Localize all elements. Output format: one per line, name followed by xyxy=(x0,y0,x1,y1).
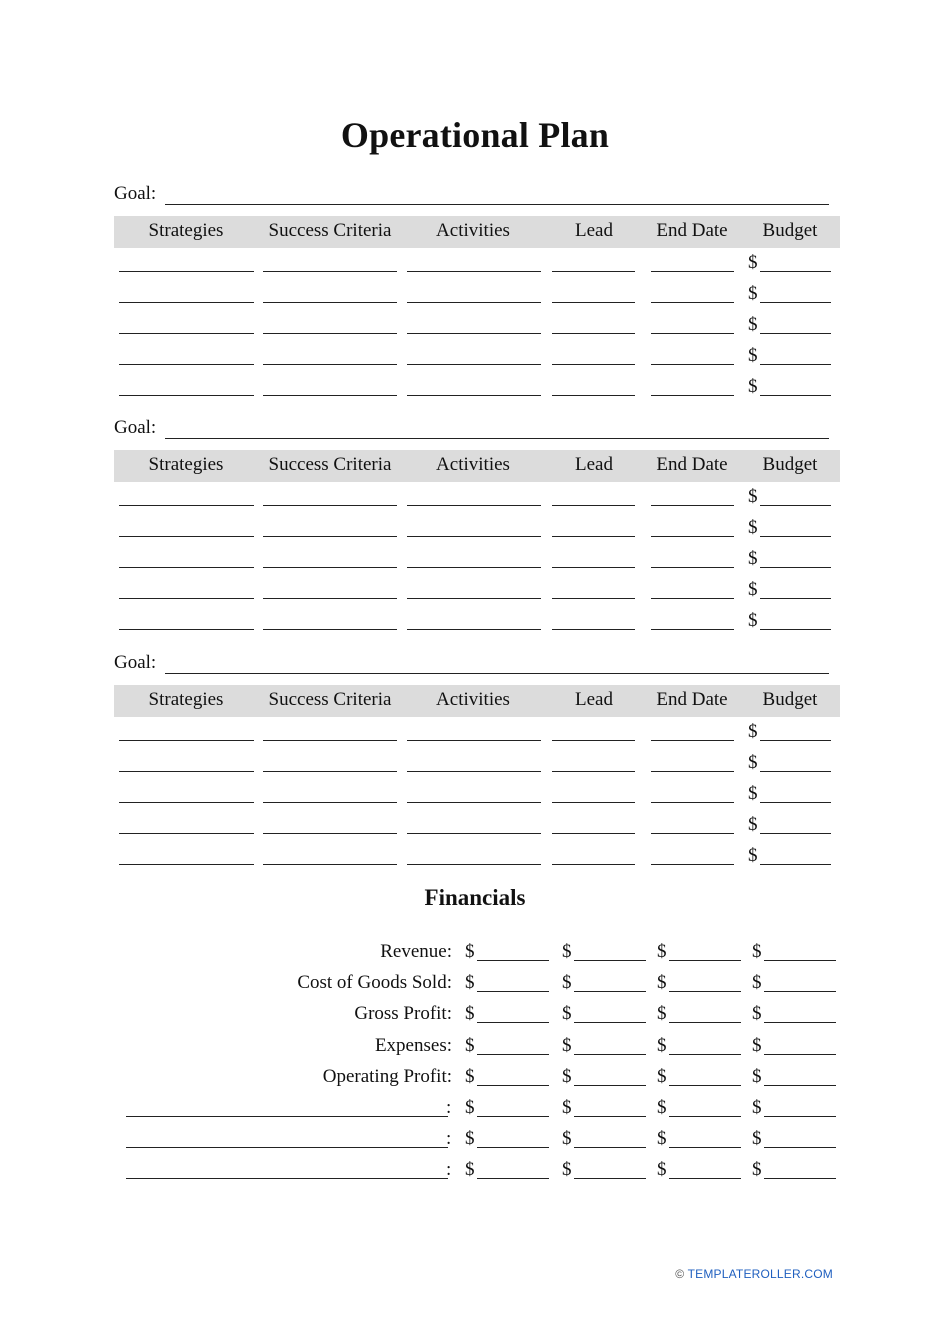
amount-currency: $ xyxy=(465,1128,475,1149)
fill-in-blank[interactable] xyxy=(119,864,254,865)
fill-in-blank[interactable] xyxy=(263,333,397,334)
amount-currency: $ xyxy=(657,1035,667,1056)
goal-label: Goal: xyxy=(114,652,157,673)
goal-field xyxy=(114,417,840,443)
table-row xyxy=(114,545,840,576)
financial-row xyxy=(0,1156,950,1187)
fill-in-blank[interactable] xyxy=(119,505,254,506)
amount-currency: $ xyxy=(562,1003,572,1024)
fill-in-blank[interactable] xyxy=(552,271,635,272)
fill-in-blank[interactable] xyxy=(552,864,635,865)
budget-currency: $ xyxy=(748,579,758,600)
amount-currency: $ xyxy=(657,941,667,962)
fill-in-blank[interactable] xyxy=(407,333,541,334)
amount-currency: $ xyxy=(752,1066,762,1087)
label-colon: : xyxy=(446,1159,452,1180)
amount-currency: $ xyxy=(657,972,667,993)
amount-currency: $ xyxy=(465,941,475,962)
budget-blank[interactable] xyxy=(760,864,831,865)
fill-in-blank[interactable] xyxy=(263,395,397,396)
budget-blank[interactable] xyxy=(760,302,831,303)
budget-currency: $ xyxy=(748,517,758,538)
fill-in-blank[interactable] xyxy=(263,802,397,803)
fill-in-blank[interactable] xyxy=(651,567,734,568)
amount-currency: $ xyxy=(562,1097,572,1118)
page-title: Operational Plan xyxy=(340,115,610,155)
custom-label-blank[interactable] xyxy=(126,1178,448,1179)
amount-blank[interactable] xyxy=(669,1178,741,1179)
table-header xyxy=(114,216,840,248)
column-header: Strategies xyxy=(148,689,224,710)
fill-in-blank[interactable] xyxy=(407,395,541,396)
budget-blank[interactable] xyxy=(760,833,831,834)
financial-row xyxy=(0,1032,950,1063)
table-row xyxy=(114,842,840,873)
budget-currency: $ xyxy=(748,314,758,335)
amount-blank[interactable] xyxy=(574,1147,646,1148)
budget-currency: $ xyxy=(748,721,758,742)
budget-currency: $ xyxy=(748,376,758,397)
amount-currency: $ xyxy=(657,1128,667,1149)
fill-in-blank[interactable] xyxy=(552,740,635,741)
amount-currency: $ xyxy=(465,1066,475,1087)
column-header: End Date xyxy=(656,689,728,710)
amount-currency: $ xyxy=(465,1159,475,1180)
fill-in-blank[interactable] xyxy=(263,833,397,834)
amount-currency: $ xyxy=(657,1097,667,1118)
fill-in-blank[interactable] xyxy=(651,302,734,303)
fill-in-blank[interactable] xyxy=(552,567,635,568)
amount-currency: $ xyxy=(752,972,762,993)
fill-in-blank[interactable] xyxy=(552,802,635,803)
fill-in-blank[interactable] xyxy=(651,833,734,834)
column-header: Activities xyxy=(436,220,510,241)
column-header: Strategies xyxy=(148,454,224,475)
fill-in-blank[interactable] xyxy=(407,771,541,772)
amount-blank[interactable] xyxy=(477,991,549,992)
column-header: Success Criteria xyxy=(268,454,392,475)
budget-currency: $ xyxy=(748,345,758,366)
financial-label: Operating Profit: xyxy=(322,1066,452,1087)
amount-blank[interactable] xyxy=(669,991,741,992)
table-row xyxy=(114,718,840,749)
fill-in-blank[interactable] xyxy=(119,395,254,396)
copyright-symbol: © xyxy=(675,1267,685,1281)
fill-in-blank[interactable] xyxy=(651,505,734,506)
column-header: Budget xyxy=(762,689,818,710)
amount-blank[interactable] xyxy=(669,960,741,961)
fill-in-blank[interactable] xyxy=(552,395,635,396)
fill-in-blank[interactable] xyxy=(119,629,254,630)
fill-in-blank[interactable] xyxy=(407,364,541,365)
amount-currency: $ xyxy=(752,1159,762,1180)
amount-blank[interactable] xyxy=(764,1054,836,1055)
amount-blank[interactable] xyxy=(477,1022,549,1023)
table-row xyxy=(114,749,840,780)
label-colon: : xyxy=(446,1097,452,1118)
column-header: Activities xyxy=(436,689,510,710)
fill-in-blank[interactable] xyxy=(119,771,254,772)
table-row xyxy=(114,514,840,545)
table-row xyxy=(114,811,840,842)
fill-in-blank[interactable] xyxy=(651,598,734,599)
goal-field xyxy=(114,183,840,209)
fill-in-blank[interactable] xyxy=(651,333,734,334)
fill-in-blank[interactable] xyxy=(119,740,254,741)
budget-blank[interactable] xyxy=(760,364,831,365)
budget-blank[interactable] xyxy=(760,740,831,741)
column-header: Activities xyxy=(436,454,510,475)
fill-in-blank[interactable] xyxy=(651,771,734,772)
financials-title: Financials xyxy=(424,885,526,910)
column-header: Success Criteria xyxy=(268,689,392,710)
amount-blank[interactable] xyxy=(574,991,646,992)
fill-in-blank[interactable] xyxy=(119,536,254,537)
fill-in-blank[interactable] xyxy=(407,271,541,272)
footer-credit xyxy=(675,1267,833,1281)
amount-currency: $ xyxy=(657,1159,667,1180)
goal-input-line[interactable] xyxy=(165,673,829,674)
fill-in-blank[interactable] xyxy=(119,302,254,303)
column-header: End Date xyxy=(656,454,728,475)
fill-in-blank[interactable] xyxy=(263,864,397,865)
budget-blank[interactable] xyxy=(760,629,831,630)
fill-in-blank[interactable] xyxy=(552,302,635,303)
amount-blank[interactable] xyxy=(477,1178,549,1179)
amount-blank[interactable] xyxy=(669,1022,741,1023)
fill-in-blank[interactable] xyxy=(407,802,541,803)
fill-in-blank[interactable] xyxy=(119,833,254,834)
fill-in-blank[interactable] xyxy=(263,629,397,630)
label-colon: : xyxy=(446,1128,452,1149)
table-row xyxy=(114,311,840,342)
fill-in-blank[interactable] xyxy=(552,364,635,365)
amount-currency: $ xyxy=(752,941,762,962)
goal-input-line[interactable] xyxy=(165,204,829,205)
table-row xyxy=(114,607,840,638)
budget-blank[interactable] xyxy=(760,271,831,272)
budget-currency: $ xyxy=(748,783,758,804)
budget-blank[interactable] xyxy=(760,333,831,334)
amount-blank[interactable] xyxy=(669,1116,741,1117)
amount-blank[interactable] xyxy=(764,1085,836,1086)
fill-in-blank[interactable] xyxy=(119,333,254,334)
table-row xyxy=(114,373,840,404)
fill-in-blank[interactable] xyxy=(651,629,734,630)
fill-in-blank[interactable] xyxy=(263,271,397,272)
amount-currency: $ xyxy=(465,972,475,993)
column-header: Budget xyxy=(762,454,818,475)
amount-currency: $ xyxy=(657,1066,667,1087)
amount-blank[interactable] xyxy=(764,1147,836,1148)
budget-currency: $ xyxy=(748,252,758,273)
fill-in-blank[interactable] xyxy=(407,740,541,741)
goal-label: Goal: xyxy=(114,183,157,204)
amount-currency: $ xyxy=(465,1003,475,1024)
footer-brand-link[interactable]: TEMPLATEROLLER.COM xyxy=(687,1267,833,1281)
custom-label-blank[interactable] xyxy=(126,1147,448,1148)
goal-label: Goal: xyxy=(114,417,157,438)
financial-row xyxy=(0,1125,950,1156)
column-header: Lead xyxy=(575,220,613,241)
fill-in-blank[interactable] xyxy=(407,567,541,568)
fill-in-blank[interactable] xyxy=(407,864,541,865)
custom-label-blank[interactable] xyxy=(126,1116,448,1117)
budget-currency: $ xyxy=(748,610,758,631)
financial-label: Cost of Goods Sold: xyxy=(297,972,452,993)
amount-blank[interactable] xyxy=(574,1085,646,1086)
fill-in-blank[interactable] xyxy=(552,598,635,599)
amount-blank[interactable] xyxy=(477,960,549,961)
fill-in-blank[interactable] xyxy=(552,771,635,772)
amount-currency: $ xyxy=(752,1097,762,1118)
fill-in-blank[interactable] xyxy=(407,629,541,630)
amount-blank[interactable] xyxy=(764,960,836,961)
fill-in-blank[interactable] xyxy=(119,598,254,599)
fill-in-blank[interactable] xyxy=(651,740,734,741)
amount-currency: $ xyxy=(752,1035,762,1056)
amount-blank[interactable] xyxy=(574,1054,646,1055)
financial-label: Gross Profit: xyxy=(354,1003,452,1024)
budget-currency: $ xyxy=(748,752,758,773)
amount-currency: $ xyxy=(465,1035,475,1056)
amount-blank[interactable] xyxy=(574,1116,646,1117)
budget-currency: $ xyxy=(748,548,758,569)
amount-blank[interactable] xyxy=(669,1085,741,1086)
amount-blank[interactable] xyxy=(764,1116,836,1117)
budget-blank[interactable] xyxy=(760,802,831,803)
amount-currency: $ xyxy=(562,1159,572,1180)
fill-in-blank[interactable] xyxy=(263,536,397,537)
amount-blank[interactable] xyxy=(764,1178,836,1179)
financial-row xyxy=(0,1063,950,1094)
amount-blank[interactable] xyxy=(574,1178,646,1179)
goal-field xyxy=(114,652,840,678)
financial-label: Expenses: xyxy=(374,1035,452,1056)
amount-blank[interactable] xyxy=(477,1054,549,1055)
budget-currency: $ xyxy=(748,814,758,835)
table-row xyxy=(114,576,840,607)
budget-blank[interactable] xyxy=(760,567,831,568)
goal-input-line[interactable] xyxy=(165,438,829,439)
budget-blank[interactable] xyxy=(760,395,831,396)
fill-in-blank[interactable] xyxy=(263,771,397,772)
amount-blank[interactable] xyxy=(669,1054,741,1055)
financial-label: Revenue: xyxy=(380,941,452,962)
budget-blank[interactable] xyxy=(760,505,831,506)
table-row xyxy=(114,249,840,280)
fill-in-blank[interactable] xyxy=(552,505,635,506)
fill-in-blank[interactable] xyxy=(651,536,734,537)
fill-in-blank[interactable] xyxy=(263,567,397,568)
column-header: Success Criteria xyxy=(268,220,392,241)
fill-in-blank[interactable] xyxy=(651,864,734,865)
financial-row xyxy=(0,938,950,969)
column-header: Lead xyxy=(575,454,613,475)
budget-currency: $ xyxy=(748,283,758,304)
amount-currency: $ xyxy=(562,1128,572,1149)
fill-in-blank[interactable] xyxy=(552,629,635,630)
column-header: Budget xyxy=(762,220,818,241)
amount-blank[interactable] xyxy=(477,1147,549,1148)
financial-row xyxy=(0,1000,950,1031)
fill-in-blank[interactable] xyxy=(119,567,254,568)
amount-blank[interactable] xyxy=(764,1022,836,1023)
fill-in-blank[interactable] xyxy=(552,833,635,834)
amount-currency: $ xyxy=(752,1003,762,1024)
fill-in-blank[interactable] xyxy=(119,271,254,272)
amount-currency: $ xyxy=(562,1035,572,1056)
fill-in-blank[interactable] xyxy=(263,302,397,303)
fill-in-blank[interactable] xyxy=(119,364,254,365)
fill-in-blank[interactable] xyxy=(407,505,541,506)
amount-blank[interactable] xyxy=(574,960,646,961)
amount-blank[interactable] xyxy=(477,1085,549,1086)
budget-blank[interactable] xyxy=(760,598,831,599)
budget-currency: $ xyxy=(748,845,758,866)
fill-in-blank[interactable] xyxy=(263,364,397,365)
amount-currency: $ xyxy=(657,1003,667,1024)
column-header: Strategies xyxy=(148,220,224,241)
fill-in-blank[interactable] xyxy=(407,302,541,303)
fill-in-blank[interactable] xyxy=(552,333,635,334)
table-header xyxy=(114,685,840,717)
table-row xyxy=(114,483,840,514)
fill-in-blank[interactable] xyxy=(651,364,734,365)
table-row xyxy=(114,780,840,811)
amount-blank[interactable] xyxy=(764,991,836,992)
fill-in-blank[interactable] xyxy=(119,802,254,803)
fill-in-blank[interactable] xyxy=(407,598,541,599)
fill-in-blank[interactable] xyxy=(651,802,734,803)
amount-currency: $ xyxy=(465,1097,475,1118)
fill-in-blank[interactable] xyxy=(263,598,397,599)
table-header xyxy=(114,450,840,482)
budget-blank[interactable] xyxy=(760,536,831,537)
fill-in-blank[interactable] xyxy=(407,536,541,537)
amount-blank[interactable] xyxy=(477,1116,549,1117)
amount-blank[interactable] xyxy=(574,1022,646,1023)
amount-currency: $ xyxy=(562,1066,572,1087)
table-row xyxy=(114,280,840,311)
financial-row xyxy=(0,1094,950,1125)
fill-in-blank[interactable] xyxy=(651,271,734,272)
budget-currency: $ xyxy=(748,486,758,507)
amount-blank[interactable] xyxy=(669,1147,741,1148)
table-row xyxy=(114,342,840,373)
column-header: End Date xyxy=(656,220,728,241)
financial-row xyxy=(0,969,950,1000)
budget-blank[interactable] xyxy=(760,771,831,772)
fill-in-blank[interactable] xyxy=(552,536,635,537)
amount-currency: $ xyxy=(752,1128,762,1149)
fill-in-blank[interactable] xyxy=(263,505,397,506)
column-header: Lead xyxy=(575,689,613,710)
fill-in-blank[interactable] xyxy=(407,833,541,834)
fill-in-blank[interactable] xyxy=(263,740,397,741)
amount-currency: $ xyxy=(562,972,572,993)
fill-in-blank[interactable] xyxy=(651,395,734,396)
amount-currency: $ xyxy=(562,941,572,962)
